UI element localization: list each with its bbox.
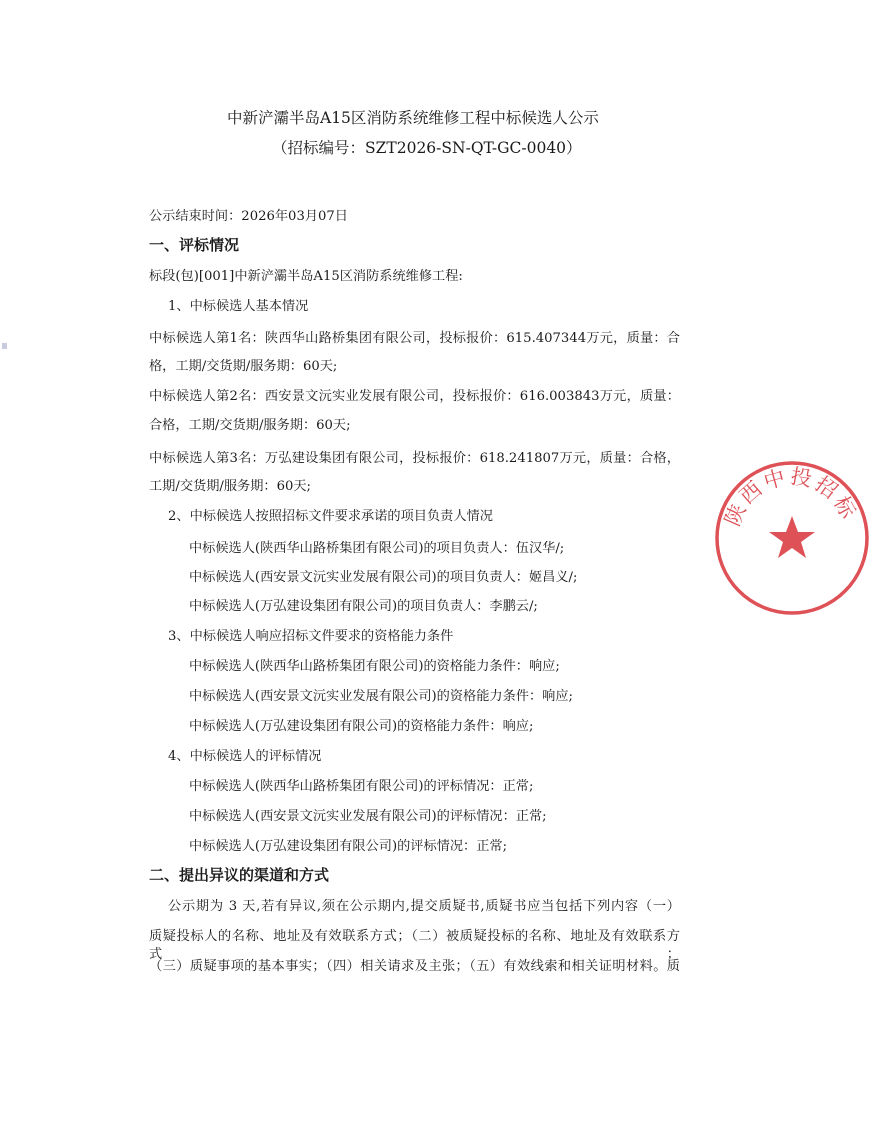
- qualification-1: 中标候选人(陕西华山路桥集团有限公司)的资格能力条件：响应;: [189, 659, 560, 674]
- subheading-qualification: 3、中标候选人响应招标文件要求的资格能力条件: [168, 629, 454, 644]
- project-manager-2: 中标候选人(西安景文沅实业发展有限公司)的项目负责人：姬昌义/;: [189, 570, 578, 585]
- evaluation-1: 中标候选人(陕西华山路桥集团有限公司)的评标情况：正常;: [189, 779, 534, 794]
- objection-paragraph-line-3: （三）质疑事项的基本事实；（四）相关请求及主张；（五）有效线索和相关证明材料。质: [149, 959, 680, 974]
- seal-star-icon: [769, 516, 815, 558]
- end-time: 公示结束时间：2026年03月07日: [149, 209, 348, 224]
- subheading-project-manager: 2、中标候选人按照招标文件要求承诺的项目负责人情况: [168, 509, 493, 524]
- project-manager-3: 中标候选人(万弘建设集团有限公司)的项目负责人：李鹏云/;: [189, 599, 538, 614]
- seal-text: 陕西中投招标: [720, 464, 862, 530]
- candidate-1-line-b: 格，工期/交货期/服务期：60天;: [149, 359, 338, 374]
- candidate-3-line-a: 中标候选人第3名：万弘建设集团有限公司，投标报价：618.241807万元，质量：合格，: [149, 451, 680, 466]
- evaluation-3: 中标候选人(万弘建设集团有限公司)的评标情况：正常;: [189, 839, 508, 854]
- subheading-basic-info: 1、中标候选人基本情况: [168, 299, 309, 314]
- candidate-2-line-b: 合格，工期/交货期/服务期：60天;: [149, 418, 351, 433]
- official-seal-stamp: [712, 458, 872, 618]
- candidate-3-line-b: 工期/交货期/服务期：60天;: [149, 479, 311, 494]
- qualification-3: 中标候选人(万弘建设集团有限公司)的资格能力条件：响应;: [189, 719, 534, 734]
- section-heading-objection: 二、提出异议的渠道和方式: [149, 866, 330, 884]
- bid-number: （招标编号：SZT2026-SN-QT-GC-0040）: [272, 139, 582, 157]
- project-manager-1: 中标候选人(陕西华山路桥集团有限公司)的项目负责人：伍汉华/;: [189, 541, 565, 556]
- section-heading-evaluation: 一、评标情况: [149, 236, 240, 254]
- subheading-evaluation: 4、中标候选人的评标情况: [168, 749, 322, 764]
- candidate-2-line-a: 中标候选人第2名：西安景文沅实业发展有限公司，投标报价：616.003843万元，质量：: [149, 389, 680, 404]
- evaluation-2: 中标候选人(西安景文沅实业发展有限公司)的评标情况：正常;: [189, 809, 547, 824]
- qualification-2: 中标候选人(西安景文沅实业发展有限公司)的资格能力条件：响应;: [189, 689, 573, 704]
- objection-paragraph-line-1: 公示期为 3 天,若有异议,须在公示期内,提交质疑书,质疑书应当包括下列内容（一）: [168, 899, 680, 914]
- doc-title: 中新浐灞半岛A15区消防系统维修工程中标候选人公示: [227, 109, 599, 127]
- objection-paragraph-line-2: 质疑投标人的名称、地址及有效联系方式；（二）被质疑投标的名称、地址及有效联系方式；: [149, 929, 680, 962]
- candidate-1-line-a: 中标候选人第1名：陕西华山路桥集团有限公司，投标报价：615.407344万元，质量：合: [149, 331, 680, 346]
- scan-edge-mark: [2, 343, 7, 349]
- lot-line: 标段(包)[001]中新浐灞半岛A15区消防系统维修工程:: [149, 269, 463, 284]
